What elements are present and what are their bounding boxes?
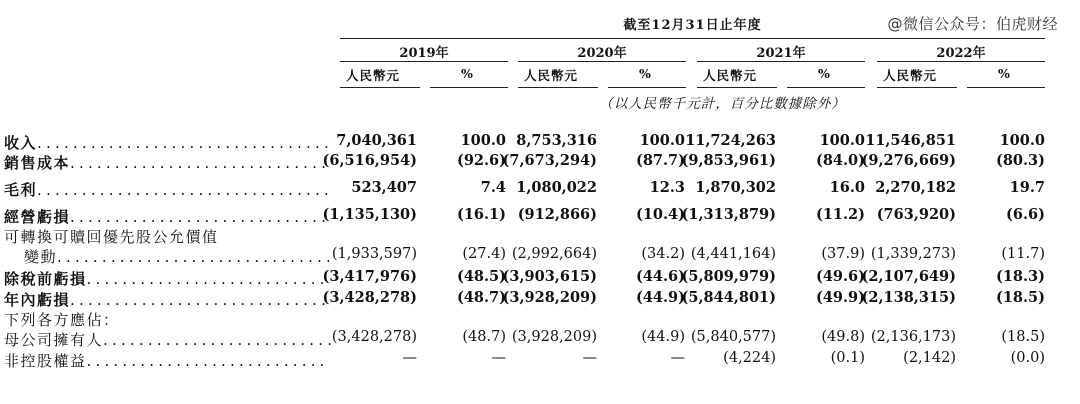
- table-cell: —: [670, 350, 685, 366]
- percent-header: %: [998, 66, 1010, 81]
- row-label: [4, 132, 333, 153]
- table-cell: (5,844,801): [681, 289, 776, 306]
- table-cell: (11.7): [1001, 246, 1045, 262]
- row-label: [4, 289, 330, 310]
- year-header: 2020年: [577, 46, 627, 61]
- table-cell: (3,928,209): [502, 289, 597, 306]
- table-cell: —: [582, 350, 597, 366]
- table-cell: (3,417,976): [322, 268, 417, 285]
- row-label: [24, 246, 335, 267]
- table-cell: (92.6): [456, 152, 506, 169]
- table-cell: (48.7): [456, 289, 506, 306]
- table-cell: (44.9): [635, 289, 685, 306]
- row-label: [4, 206, 330, 227]
- unit-note: （以人民幣千元計，百分比數據除外）: [599, 96, 846, 112]
- table-cell: (5,840,577): [690, 329, 776, 345]
- table-cell: 523,407: [351, 179, 417, 196]
- table-cell: (5,809,979): [681, 268, 776, 285]
- table-cell: (9,853,961): [681, 152, 776, 169]
- dot-leader: ...............................: [57, 248, 336, 266]
- table-cell: (10.4): [635, 206, 685, 223]
- row-label-text: 經營虧損: [4, 208, 71, 226]
- row-label-text: 下列各方應佔：: [4, 311, 120, 329]
- currency-header: 人民幣元: [883, 68, 938, 83]
- table-cell: 100.0: [460, 132, 506, 149]
- row-label-text: 銷售成本: [4, 154, 71, 172]
- table-cell: 100.0: [999, 132, 1045, 149]
- year-header: 2019年: [399, 46, 449, 61]
- watermark: @微信公众号：伯虎财经: [887, 15, 1058, 33]
- dot-leader: ...........................: [86, 352, 329, 370]
- table-cell: (0.0): [1010, 350, 1045, 366]
- table-cell: (2,142): [903, 350, 956, 366]
- percent-header: %: [461, 66, 473, 81]
- row-label-text: 非控股權益: [4, 352, 87, 370]
- table-cell: (3,928,209): [511, 329, 597, 345]
- table-cell: 11,546,851: [865, 132, 956, 149]
- table-cell: (1,135,130): [322, 206, 417, 223]
- subheader-rule: [430, 87, 508, 88]
- row-label-text: 毛利: [4, 181, 38, 199]
- table-cell: (18.5): [1001, 329, 1045, 345]
- table-cell: 100.0: [639, 132, 685, 149]
- row-label: [4, 309, 120, 330]
- row-label-text: 年內虧損: [4, 291, 71, 309]
- table-cell: 7,040,361: [336, 132, 417, 149]
- table-cell: (3,903,615): [502, 268, 597, 285]
- year-header: 2022年: [936, 46, 986, 61]
- table-cell: 19.7: [1009, 179, 1045, 196]
- table-cell: (7,673,294): [502, 152, 597, 169]
- subheader-rule: [340, 87, 420, 88]
- currency-header: 人民幣元: [524, 68, 579, 83]
- table-cell: (49.8): [821, 329, 865, 345]
- row-label: [4, 226, 219, 247]
- table-cell: (6,516,954): [322, 152, 417, 169]
- table-cell: (912,866): [517, 206, 597, 223]
- table-cell: (49.9): [815, 289, 865, 306]
- table-cell: (18.5): [995, 289, 1045, 306]
- table-cell: 2,270,182: [875, 179, 956, 196]
- subheader-rule: [518, 87, 598, 88]
- table-cell: (2,992,664): [511, 246, 597, 262]
- percent-header: %: [639, 66, 651, 81]
- year-rule: [340, 61, 508, 62]
- dot-leader: .............................: [70, 291, 331, 309]
- row-label: [4, 152, 330, 173]
- table-cell: (16.1): [456, 206, 506, 223]
- year-rule: [518, 61, 686, 62]
- table-cell: (763,920): [876, 206, 956, 223]
- subheader-rule: [697, 87, 777, 88]
- table-cell: 1,080,022: [516, 179, 597, 196]
- dot-leader: .............................: [70, 154, 331, 172]
- dot-leader: ...........................: [86, 270, 329, 288]
- table-cell: (1,313,879): [681, 206, 776, 223]
- table-cell: (1,933,597): [331, 246, 417, 262]
- table-cell: (48.5): [456, 268, 506, 285]
- row-label-text: 變動: [24, 248, 58, 266]
- table-cell: (6.6): [1006, 206, 1045, 223]
- header-top-rule: [340, 38, 1045, 39]
- dot-leader: .................................: [37, 181, 333, 199]
- table-cell: (37.9): [821, 246, 865, 262]
- row-label: [4, 329, 336, 350]
- year-rule: [697, 61, 865, 62]
- subheader-rule: [967, 87, 1045, 88]
- table-cell: (4,224): [723, 350, 776, 366]
- table-cell: (2,107,649): [861, 268, 956, 285]
- table-cell: (9,276,669): [861, 152, 956, 169]
- subheader-rule: [787, 87, 865, 88]
- row-label-text: 收入: [4, 134, 38, 152]
- row-label: [4, 350, 329, 371]
- table-cell: —: [491, 350, 506, 366]
- row-label-text: 母公司擁有人: [4, 331, 104, 349]
- subheader-rule: [877, 87, 957, 88]
- row-label-text: 除稅前虧損: [4, 270, 87, 288]
- table-cell: 100.0: [819, 132, 865, 149]
- table-cell: (44.9): [641, 329, 685, 345]
- row-label: [4, 179, 333, 200]
- row-label: [4, 268, 329, 289]
- year-header: 2021年: [756, 46, 806, 61]
- table-cell: (34.2): [641, 246, 685, 262]
- table-cell: (11.2): [815, 206, 865, 223]
- table-cell: (48.7): [462, 329, 506, 345]
- currency-header: 人民幣元: [346, 68, 401, 83]
- table-cell: (3,428,278): [331, 329, 417, 345]
- table-cell: (2,136,173): [870, 329, 956, 345]
- table-cell: (87.7): [635, 152, 685, 169]
- percent-header: %: [818, 66, 830, 81]
- subheader-rule: [608, 87, 686, 88]
- currency-header: 人民幣元: [703, 68, 758, 83]
- table-cell: (0.1): [830, 350, 865, 366]
- table-cell: (1,339,273): [870, 246, 956, 262]
- table-cell: (3,428,278): [322, 289, 417, 306]
- table-cell: 11,724,263: [685, 132, 776, 149]
- table-cell: (49.6): [815, 268, 865, 285]
- table-cell: 8,753,316: [516, 132, 597, 149]
- table-cell: 1,870,302: [695, 179, 776, 196]
- dot-leader: .................................: [37, 134, 333, 152]
- period-header: 截至12月31日止年度: [623, 18, 762, 33]
- dot-leader: .............................: [70, 208, 331, 226]
- table-cell: 7.4: [480, 179, 506, 196]
- table-cell: (84.0): [815, 152, 865, 169]
- year-rule: [877, 61, 1045, 62]
- table-cell: (4,441,164): [690, 246, 776, 262]
- table-cell: (27.4): [462, 246, 506, 262]
- table-cell: (44.6): [635, 268, 685, 285]
- table-cell: (2,138,315): [861, 289, 956, 306]
- table-cell: (18.3): [995, 268, 1045, 285]
- table-cell: (80.3): [995, 152, 1045, 169]
- table-cell: —: [402, 350, 417, 366]
- row-label-text: 可轉換可贖回優先股公允價值: [4, 228, 219, 246]
- dot-leader: ..........................: [103, 331, 337, 349]
- table-cell: 16.0: [829, 179, 865, 196]
- table-cell: 12.3: [649, 179, 685, 196]
